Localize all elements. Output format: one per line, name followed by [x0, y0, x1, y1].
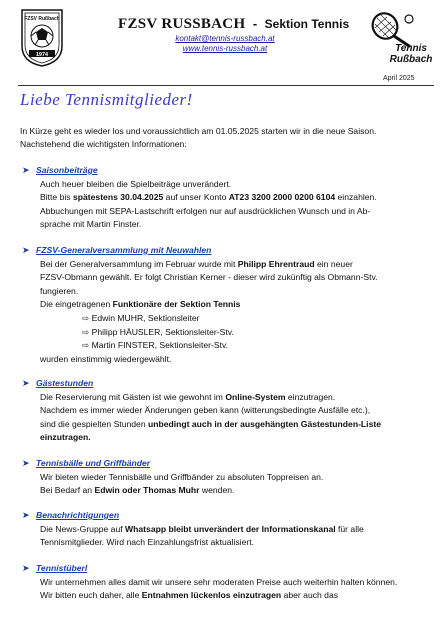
section-title: Saisonbeiträge — [36, 165, 98, 175]
name-bold: Philipp Ehrentraud — [237, 258, 315, 269]
website-link[interactable]: www.tennis-russbach.at — [182, 44, 268, 53]
intro-line-1: In Kürze geht es wieder los und voraussichtlich am 01.05.2025 starten wir in die neue Saison. — [20, 126, 377, 136]
text-span: einzutragen. — [285, 391, 336, 402]
arrow-bullet-icon: ➤ — [22, 458, 30, 468]
section-title: FZSV-Generalversammlung mit Neuwahlen — [36, 245, 212, 255]
crest-name: FZSV Rußbach — [24, 16, 60, 22]
header-divider — [18, 85, 434, 86]
whatsapp-bold: Whatsapp bleibt unverändert der Informationskanal — [125, 523, 336, 534]
section-tennisstueberl — [22, 562, 427, 603]
text-span: aber auch das — [281, 590, 339, 601]
text-span: sind die gespielten Stunden — [40, 418, 148, 429]
text-line: fungieren. — [40, 285, 79, 296]
email-link[interactable]: kontakt@tennis-russbach.at — [175, 34, 275, 43]
arrow-bullet-icon: ➤ — [22, 378, 30, 388]
contact-block — [150, 34, 300, 54]
text-line: FZSV-Obmann gewählt. Er folgt Christian Kerner - dieser wird zukünftig als Obmann-Stv. — [40, 272, 378, 283]
section-benachrichtigungen — [22, 509, 427, 550]
section-tennisbaelle — [22, 457, 427, 498]
register-bold: einzutragen. — [40, 432, 91, 443]
letterhead — [0, 0, 441, 86]
text-line: Abbuchungen mit SEPA-Lastschrift erfolgen nur auf ausdrücklichen Wunsch und in Ab- — [40, 205, 371, 216]
official-item: ⇨ Edwin MUHR, Sektionsleiter — [82, 312, 200, 323]
section-gaestestunden — [22, 377, 427, 445]
online-system-bold: Online-System — [225, 391, 286, 402]
text-line: sprache mit Martin Finster. — [40, 219, 142, 230]
text-span: Bei der Generalversammlung im Februar wurde mit — [40, 258, 238, 269]
section-title: Tennisbälle und Griffbänder — [36, 458, 151, 468]
section-saisonbeitraege — [22, 164, 427, 232]
text-line: Nachdem es immer wieder Änderungen geben kann (witterungsbedingte Ausfälle etc.), — [40, 405, 371, 416]
official-item: ⇨ Philipp HÄUSLER, Sektionsleiter-Stv. — [82, 326, 234, 337]
official-item: ⇨ Martin FINSTER, Sektionsleiter-Stv. — [82, 340, 229, 351]
intro-line-2: Nachstehend die wichtigsten Informationen: — [20, 139, 187, 149]
logo-text-tennis: Tennis — [395, 43, 427, 54]
arrow-bullet-icon: ➤ — [22, 563, 30, 573]
arrow-bullet-icon: ➤ — [22, 510, 30, 520]
document-date: April 2025 — [383, 75, 415, 82]
text-span: Wir bitten euch daher, alle — [40, 590, 142, 601]
text-line: Auch heuer bleiben die Spielbeiträge unverändert. — [40, 178, 232, 189]
text-span: Die News-Gruppe auf — [40, 523, 126, 534]
section-title: Gästestunden — [36, 378, 94, 388]
text-span: Die eingetragenen — [40, 299, 113, 310]
text-span: Die Reservierung mit Gästen ist wie gewohnt im — [40, 391, 226, 402]
contact-names-bold: Edwin oder Thomas Muhr — [94, 485, 200, 496]
text-span: einzahlen. — [335, 192, 377, 203]
club-name: FZSV RUSSBACH — [118, 16, 246, 32]
text-span: auf unser Konto — [163, 192, 229, 203]
club-title — [118, 15, 358, 33]
arrow-bullet-icon: ➤ — [22, 165, 30, 175]
text-line: Tennismitglieder. Wird nach Einzahlungsfrist aktualisiert. — [40, 537, 254, 548]
greeting-heading: Liebe Tennismitglieder! — [20, 90, 193, 109]
officials-bold: Funktionäre der Sektion Tennis — [112, 299, 241, 310]
text-line: wurden einstimmig wiedergewählt. — [40, 353, 172, 364]
title-dash: - — [252, 16, 258, 31]
text-line: Wir unternehmen alles damit wir unsere sehr moderaten Preise auch weiterhin halten können. — [40, 576, 398, 587]
text-span: wenden. — [199, 485, 235, 496]
club-section: Sektion Tennis — [264, 17, 350, 31]
crest-year: 1974 — [35, 51, 49, 58]
entries-bold: Entnahmen lückenlos einzutragen — [141, 590, 282, 601]
section-title: Benachrichtigungen — [36, 510, 120, 520]
text-span: für alle — [335, 523, 364, 534]
text-span: ein neuer — [314, 258, 353, 269]
deadline-bold: spätestens 30.04.2025 — [72, 192, 164, 203]
club-crest-logo — [20, 8, 64, 68]
arrow-bullet-icon: ➤ — [22, 245, 30, 255]
text-line: Wir bieten wieder Tennisbälle und Griffbänder zu absoluten Toppreisen an. — [40, 471, 324, 482]
text-span: Bei Bedarf an — [40, 485, 95, 496]
text-span: Bitte bis — [40, 192, 73, 203]
section-generalversammlung — [22, 244, 427, 366]
logo-text-russbach: Rußbach — [389, 54, 433, 65]
iban-bold: AT23 3200 2000 0200 6104 — [228, 192, 336, 203]
intro-text — [20, 125, 425, 151]
tennis-logo — [365, 10, 435, 65]
list-bold: unbedingt auch in der ausgehängten Gästestunden-Liste — [147, 418, 381, 429]
section-title: Tennistüberl — [36, 563, 88, 573]
